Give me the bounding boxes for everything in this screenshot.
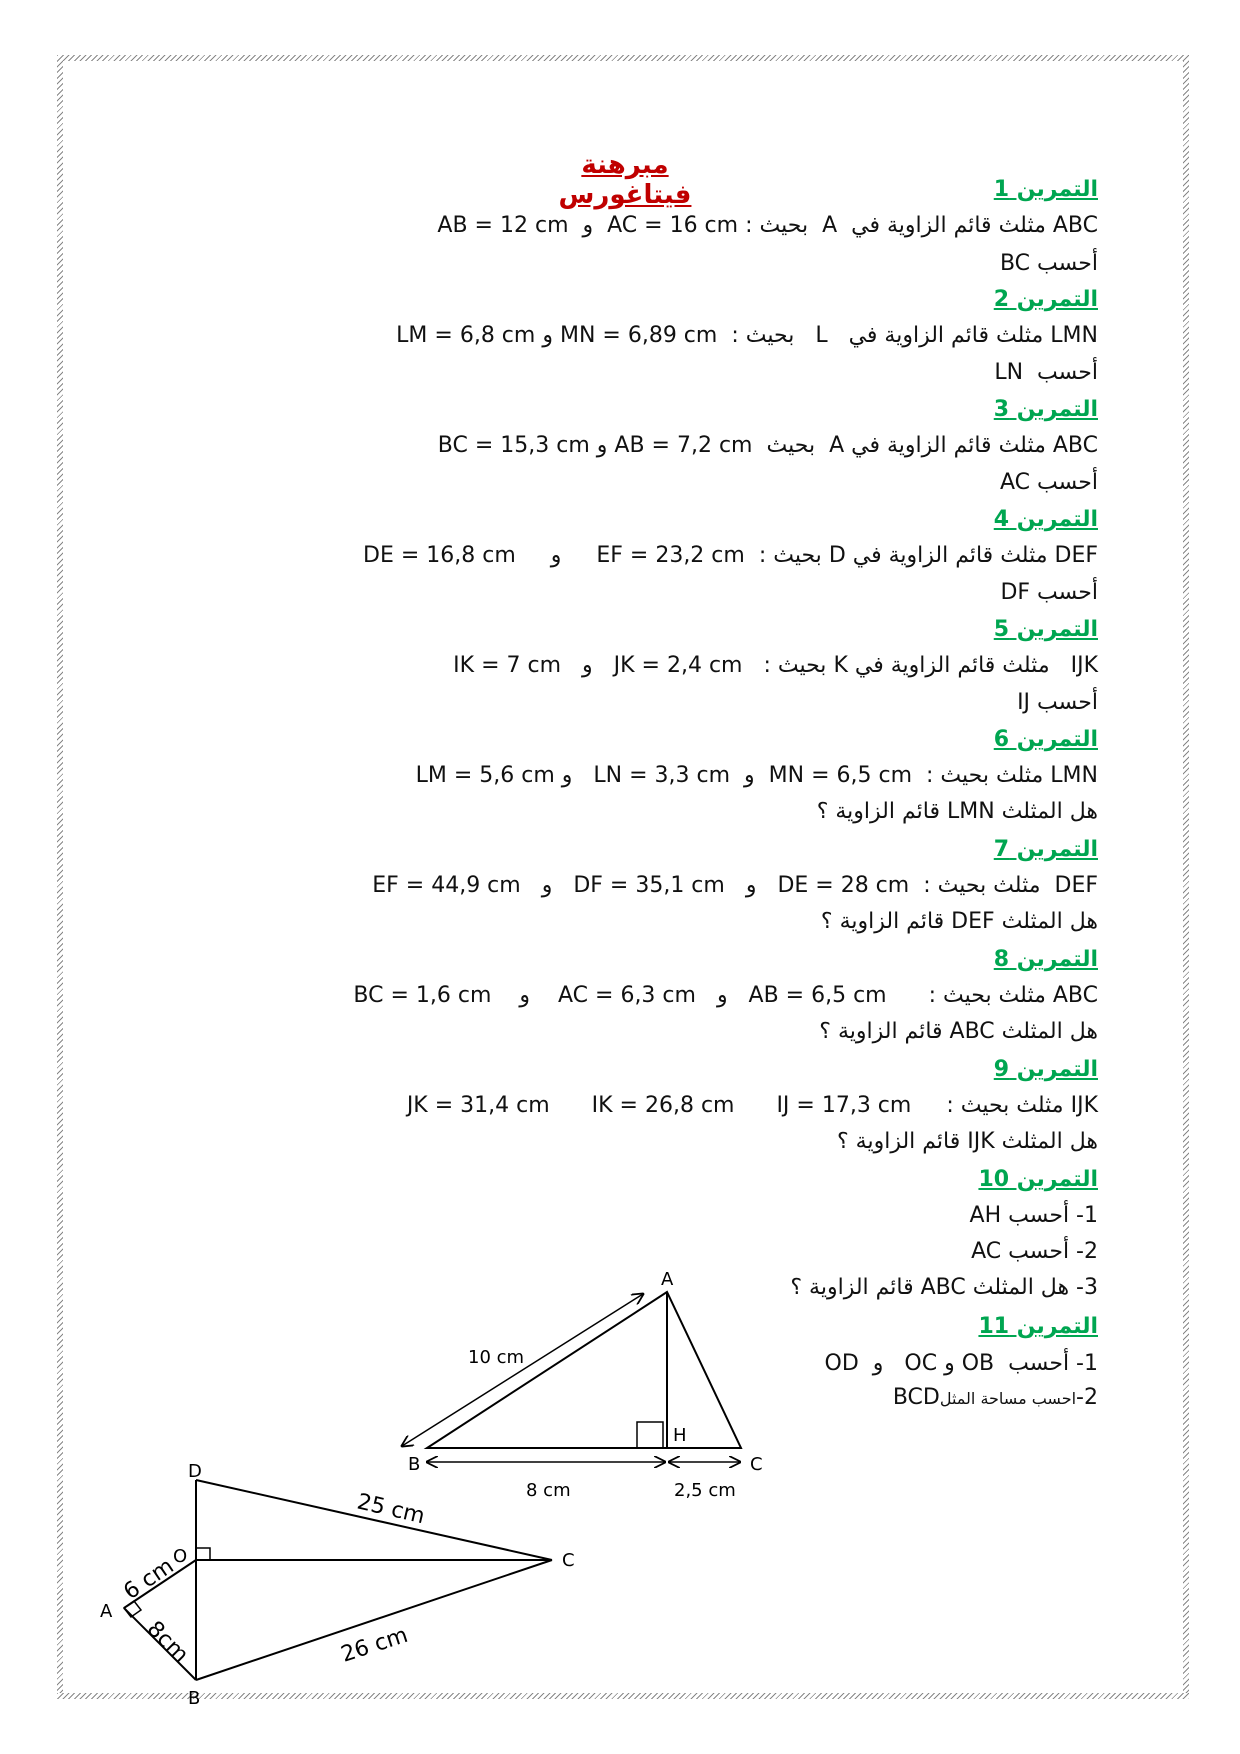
- exercise-5-heading: التمرين 5: [993, 617, 1098, 642]
- exercise-1-heading: التمرين 1: [993, 177, 1098, 202]
- exercise-3-question: أحسب AC: [1000, 470, 1098, 495]
- figure1-length-bh: 8 cm: [526, 1480, 571, 1501]
- figure2-label-o: O: [173, 1546, 188, 1567]
- figure1-label-c: C: [750, 1454, 763, 1475]
- exercise-10-item-1: 1- أحسب AH: [969, 1203, 1098, 1228]
- exercise-7-question: هل المثلث DEF قائم الزاوية ؟: [820, 909, 1098, 934]
- figure1-length-ab: 10 cm: [468, 1347, 525, 1368]
- exercise-11-heading: التمرين 11: [978, 1314, 1098, 1339]
- exercise-4-statement: DEF مثلث قائم الزاوية في D بحيث : EF = 23,2 cm و DE = 16,8 cm: [363, 543, 1098, 568]
- exercise-2-heading: التمرين 2: [993, 287, 1098, 312]
- exercise-10-heading: التمرين 10: [978, 1167, 1098, 1192]
- exercise-9-statement: IJK مثلث بحيث : IJ = 17,3 cm IK = 26,8 cm JK = 31,4 cm: [406, 1093, 1098, 1118]
- figure2-length-dc: 25 cm: [354, 1489, 428, 1530]
- exercise-2-statement: LMN مثلث قائم الزاوية في L بحيث : MN = 6,89 cm و LM = 6,8 cm: [396, 323, 1098, 348]
- exercise-11-item-1: 1- أحسب OB و OC و OD: [824, 1351, 1098, 1376]
- exercise-10-item-3: 3- هل المثلث ABC قائم الزاوية ؟: [790, 1275, 1098, 1300]
- exercise-7-statement: DEF مثلث بحيث : DE = 28 cm و DF = 35,1 cm و EF = 44,9 cm: [372, 873, 1098, 898]
- figure1-label-b: B: [408, 1454, 421, 1475]
- dimension-ab: [402, 1294, 643, 1446]
- exercise-1-statement: ABC مثلث قائم الزاوية في A بحيث : AC = 16 cm و AB = 12 cm: [437, 213, 1098, 238]
- exercise-1-question: أحسب BC: [999, 251, 1098, 276]
- figure2-length-ab: 8cm: [141, 1616, 194, 1668]
- exercise-11-item-2: 2-احسب مساحة المثلBCD: [892, 1385, 1098, 1410]
- figure2-label-a: A: [100, 1601, 113, 1622]
- exercise-9-heading: التمرين 9: [993, 1057, 1098, 1082]
- figure2-length-ao: 6 cm: [119, 1553, 179, 1605]
- exercise-3-statement: ABC مثلث قائم الزاوية في A بحيث AB = 7,2 cm و BC = 15,3 cm: [437, 433, 1098, 458]
- figure2-label-d: D: [188, 1461, 202, 1482]
- exercise-6-question: هل المثلث LMN قائم الزاوية ؟: [816, 799, 1098, 824]
- figure2-label-c: C: [562, 1550, 575, 1571]
- figure-triangle-abc: [402, 1292, 741, 1462]
- exercise-5-statement: IJK مثلث قائم الزاوية في K بحيث : JK = 2,4 cm و IK = 7 cm: [453, 653, 1098, 678]
- figure2-length-bc: 26 cm: [338, 1622, 412, 1668]
- segment-bc: [196, 1560, 552, 1680]
- exercise-9-question: هل المثلث IJK قائم الزاوية ؟: [837, 1129, 1098, 1154]
- exercise-8-question: هل المثلث ABC قائم الزاوية ؟: [819, 1019, 1098, 1044]
- triangle-abc-shape: [427, 1292, 741, 1448]
- figure1-length-hc: 2,5 cm: [674, 1480, 736, 1501]
- exercise-3-heading: التمرين 3: [993, 397, 1098, 422]
- figure1-label-a: A: [661, 1269, 674, 1290]
- exercise-4-heading: التمرين 4: [993, 507, 1098, 532]
- right-angle-mark-o: [196, 1548, 210, 1560]
- exercise-6-heading: التمرين 6: [993, 727, 1098, 752]
- exercise-8-heading: التمرين 8: [993, 947, 1098, 972]
- exercise-8-statement: ABC مثلث بحيث : AB = 6,5 cm و AC = 6,3 cm و BC = 1,6 cm: [353, 983, 1098, 1008]
- exercise-4-question: أحسب DF: [1000, 580, 1098, 605]
- page-title: مبرهنة فيتاغورس: [558, 150, 692, 210]
- exercise-2-question: أحسب LN: [994, 360, 1098, 385]
- exercise-6-statement: LMN مثلث بحيث : MN = 6,5 cm و LN = 3,3 cm و LM = 5,6 cm: [415, 763, 1098, 788]
- exercise-7-heading: التمرين 7: [993, 837, 1098, 862]
- figure2-label-b: B: [188, 1688, 201, 1709]
- exercise-10-item-2: 2- أحسب AC: [971, 1239, 1098, 1264]
- exercise-5-question: أحسب IJ: [1017, 690, 1098, 715]
- figure1-label-h: H: [673, 1425, 687, 1446]
- right-angle-mark-h: [637, 1422, 663, 1448]
